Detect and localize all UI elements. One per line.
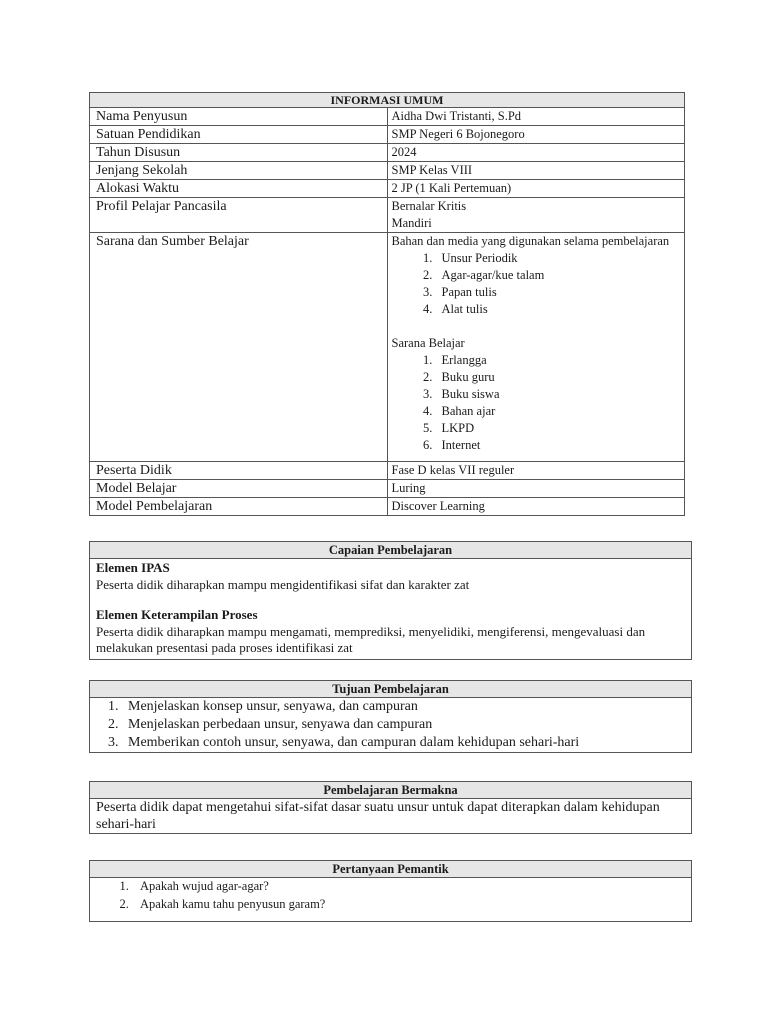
table-row — [90, 108, 685, 126]
profil-value-2: Mandiri — [391, 216, 432, 230]
elemen-keterampilan-title: Elemen Keterampilan Proses — [96, 607, 258, 622]
tujuan-title: Tujuan Pembelajaran — [90, 681, 691, 698]
list-item: 1. Apakah wujud agar-agar? — [132, 878, 691, 896]
table-row — [90, 144, 685, 162]
row-value: SMP Kelas VIII — [387, 162, 685, 180]
capaian-section — [89, 541, 692, 660]
row-label: Peserta Didik — [90, 462, 388, 480]
row-value: Aidha Dwi Tristanti, S.Pd — [387, 108, 685, 126]
list-item: 4. Bahan ajar — [436, 403, 681, 420]
table-row — [90, 126, 685, 144]
list-item: 2. Menjelaskan perbedaan unsur, senyawa dan campuran — [122, 716, 691, 734]
table-row — [90, 480, 685, 498]
list-item: 2. Apakah kamu tahu penyusun garam? — [132, 896, 691, 914]
list-item: 3. Memberikan contoh unsur, senyawa, dan campuran dalam kehidupan sehari-hari — [122, 734, 691, 752]
row-value: Discover Learning — [387, 498, 685, 516]
tujuan-list — [90, 698, 691, 752]
table-row — [90, 462, 685, 480]
row-label: Model Pembelajaran — [90, 498, 388, 516]
bermakna-title: Pembelajaran Bermakna — [90, 782, 691, 799]
row-value: Luring — [387, 480, 685, 498]
row-value: 2024 — [387, 144, 685, 162]
informasi-umum-title: INFORMASI UMUM — [90, 93, 685, 108]
table-row — [90, 198, 685, 233]
table-row — [90, 162, 685, 180]
capaian-title: Capaian Pembelajaran — [90, 542, 691, 559]
profil-value-1: Bernalar Kritis — [391, 199, 467, 213]
elemen-ipas-title: Elemen IPAS — [96, 560, 170, 575]
media-list — [392, 250, 681, 318]
tujuan-section — [89, 680, 692, 753]
list-item: 2. Agar-agar/kue talam — [436, 267, 681, 284]
pemantik-title: Pertanyaan Pemantik — [90, 861, 691, 878]
row-label: Tahun Disusun — [90, 144, 388, 162]
bermakna-text: Peserta didik dapat mengetahui sifat-sifat dasar suatu unsur untuk dapat diterapkan dalam kehidupan sehari-hari — [96, 800, 660, 832]
list-item: 3. Buku siswa — [436, 386, 681, 403]
list-item: 1. Menjelaskan konsep unsur, senyawa, dan campuran — [122, 698, 691, 716]
list-item: 1. Unsur Periodik — [436, 250, 681, 267]
row-value: SMP Negeri 6 Bojonegoro — [387, 126, 685, 144]
pemantik-list — [90, 878, 691, 913]
row-label: Sarana dan Sumber Belajar — [90, 233, 388, 462]
table-row — [90, 180, 685, 198]
bermakna-section — [89, 781, 692, 834]
sarana-intro: Bahan dan media yang digunakan selama pembelajaran — [391, 234, 670, 248]
sarana-title: Sarana Belajar — [391, 336, 465, 350]
sarana-list — [392, 352, 681, 454]
row-label: Jenjang Sekolah — [90, 162, 388, 180]
list-item: 2. Buku guru — [436, 369, 681, 386]
row-label: Model Belajar — [90, 480, 388, 498]
elemen-ipas-text: Peserta didik diharapkan mampu mengidentifikasi sifat dan karakter zat — [96, 576, 470, 592]
row-value: 2 JP (1 Kali Pertemuan) — [387, 180, 685, 198]
row-label: Satuan Pendidikan — [90, 126, 388, 144]
row-value: Fase D kelas VII reguler — [387, 462, 685, 480]
elemen-keterampilan-text: Peserta didik diharapkan mampu mengamati, memprediksi, menyelidiki, mengiferensi, mengevaluasi dan melakukan presentasi pada proses identifikasi zat — [96, 623, 646, 655]
list-item: 4. Alat tulis — [436, 301, 681, 318]
list-item: 6. Internet — [436, 437, 681, 454]
table-row — [90, 498, 685, 516]
list-item: 1. Erlangga — [436, 352, 681, 369]
row-label: Profil Pelajar Pancasila — [90, 198, 388, 233]
pemantik-section — [89, 860, 692, 922]
row-label: Alokasi Waktu — [90, 180, 388, 198]
row-value — [387, 233, 685, 462]
row-value — [387, 198, 685, 233]
list-item: 5. LKPD — [436, 420, 681, 437]
informasi-umum-table — [89, 92, 685, 516]
list-item: 3. Papan tulis — [436, 284, 681, 301]
row-label: Nama Penyusun — [90, 108, 388, 126]
table-row — [90, 233, 685, 462]
